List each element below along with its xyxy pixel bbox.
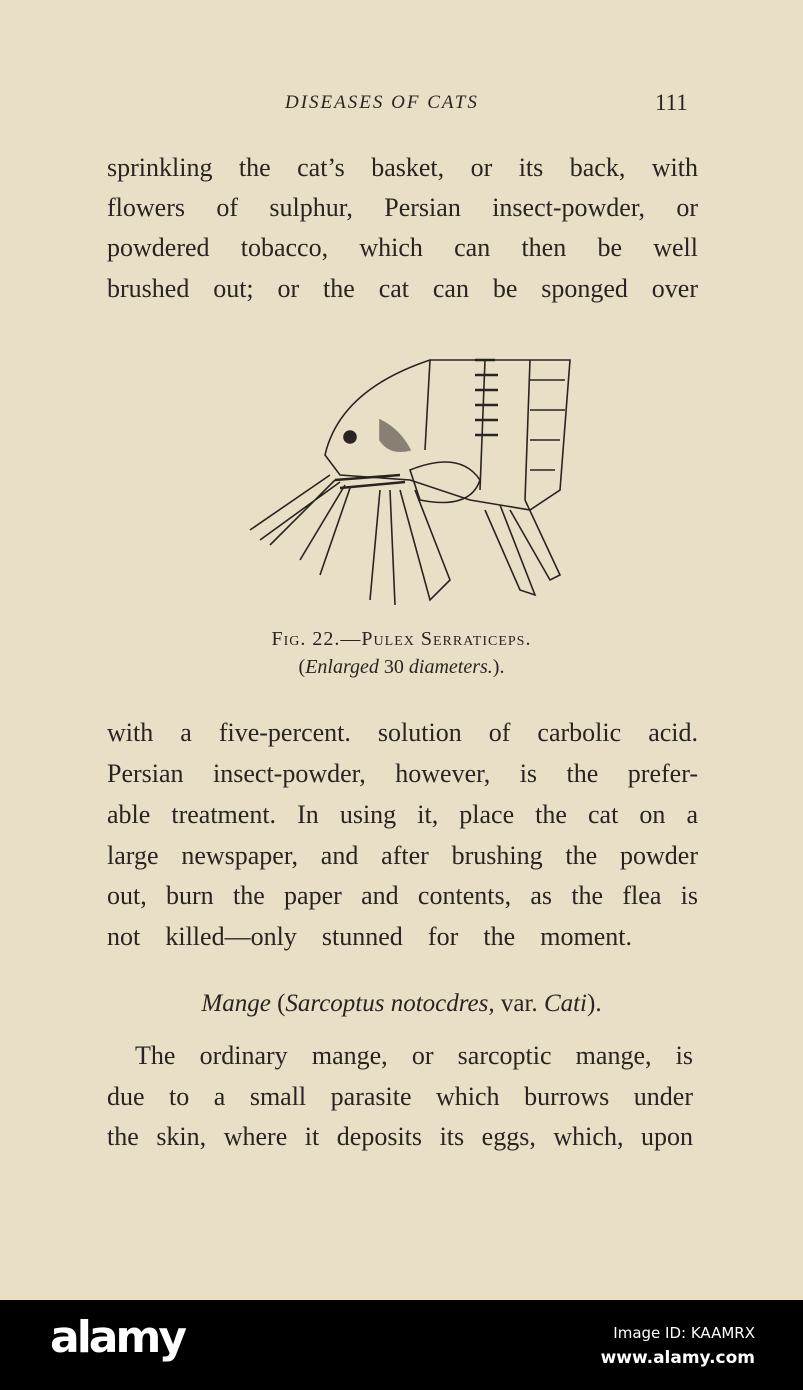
running-title: DISEASES OF CATS [285,92,479,113]
page-number: 111 [655,90,688,115]
site-url: www.alamy.com [600,1348,755,1368]
heading-part: var. [494,990,544,1017]
section-heading [0,990,803,1018]
caption-word: Enlarged [305,656,379,678]
heading-part: Mange [201,990,271,1017]
caption-word: diameters. [408,656,493,678]
figure-name: Pulex Serraticeps. [361,628,532,650]
paren: ( [298,656,306,678]
text-line: with a five-percent. solution of carbolic acid. [107,718,698,747]
text-line: not killed—only stunned for the moment. [107,922,632,951]
text-line: The ordinary mange, or sarcoptic mange, is [135,1041,693,1070]
figure-caption [0,628,803,651]
text-line: able treatment. In using it, place the cat on a [107,800,698,829]
text-line: powdered tobacco, which can then be well [107,233,698,262]
paren: ). [492,656,505,678]
text-line: sprinkling the cat’s basket, or its back, with [107,153,698,182]
flea-illustration [230,340,580,620]
alamy-logo: alamy [50,1312,184,1363]
text-line: Persian insect-powder, however, is the prefer- [107,759,698,788]
heading-part: Sarcoptus notocdres, [285,990,495,1017]
text-line: flowers of sulphur, Persian insect-powder, or [107,193,698,222]
heading-part: ). [587,990,602,1017]
caption-number: 30 [378,656,409,678]
text-line: out, burn the paper and contents, as the flea is [107,881,698,910]
heading-part: ( [270,990,286,1017]
figure-label: Fig. 22.— [271,628,362,650]
image-id: Image ID: KAAMRX [613,1324,755,1342]
watermark-bar [0,1300,803,1390]
heading-part: Cati [543,990,588,1017]
text-line: the skin, where it deposits its eggs, which, upon [107,1122,693,1151]
text-line: large newspaper, and after brushing the powder [107,841,698,870]
text-line: due to a small parasite which burrows under [107,1082,693,1111]
text-line: brushed out; or the cat can be sponged over [107,274,698,303]
figure-subcaption [0,656,803,679]
